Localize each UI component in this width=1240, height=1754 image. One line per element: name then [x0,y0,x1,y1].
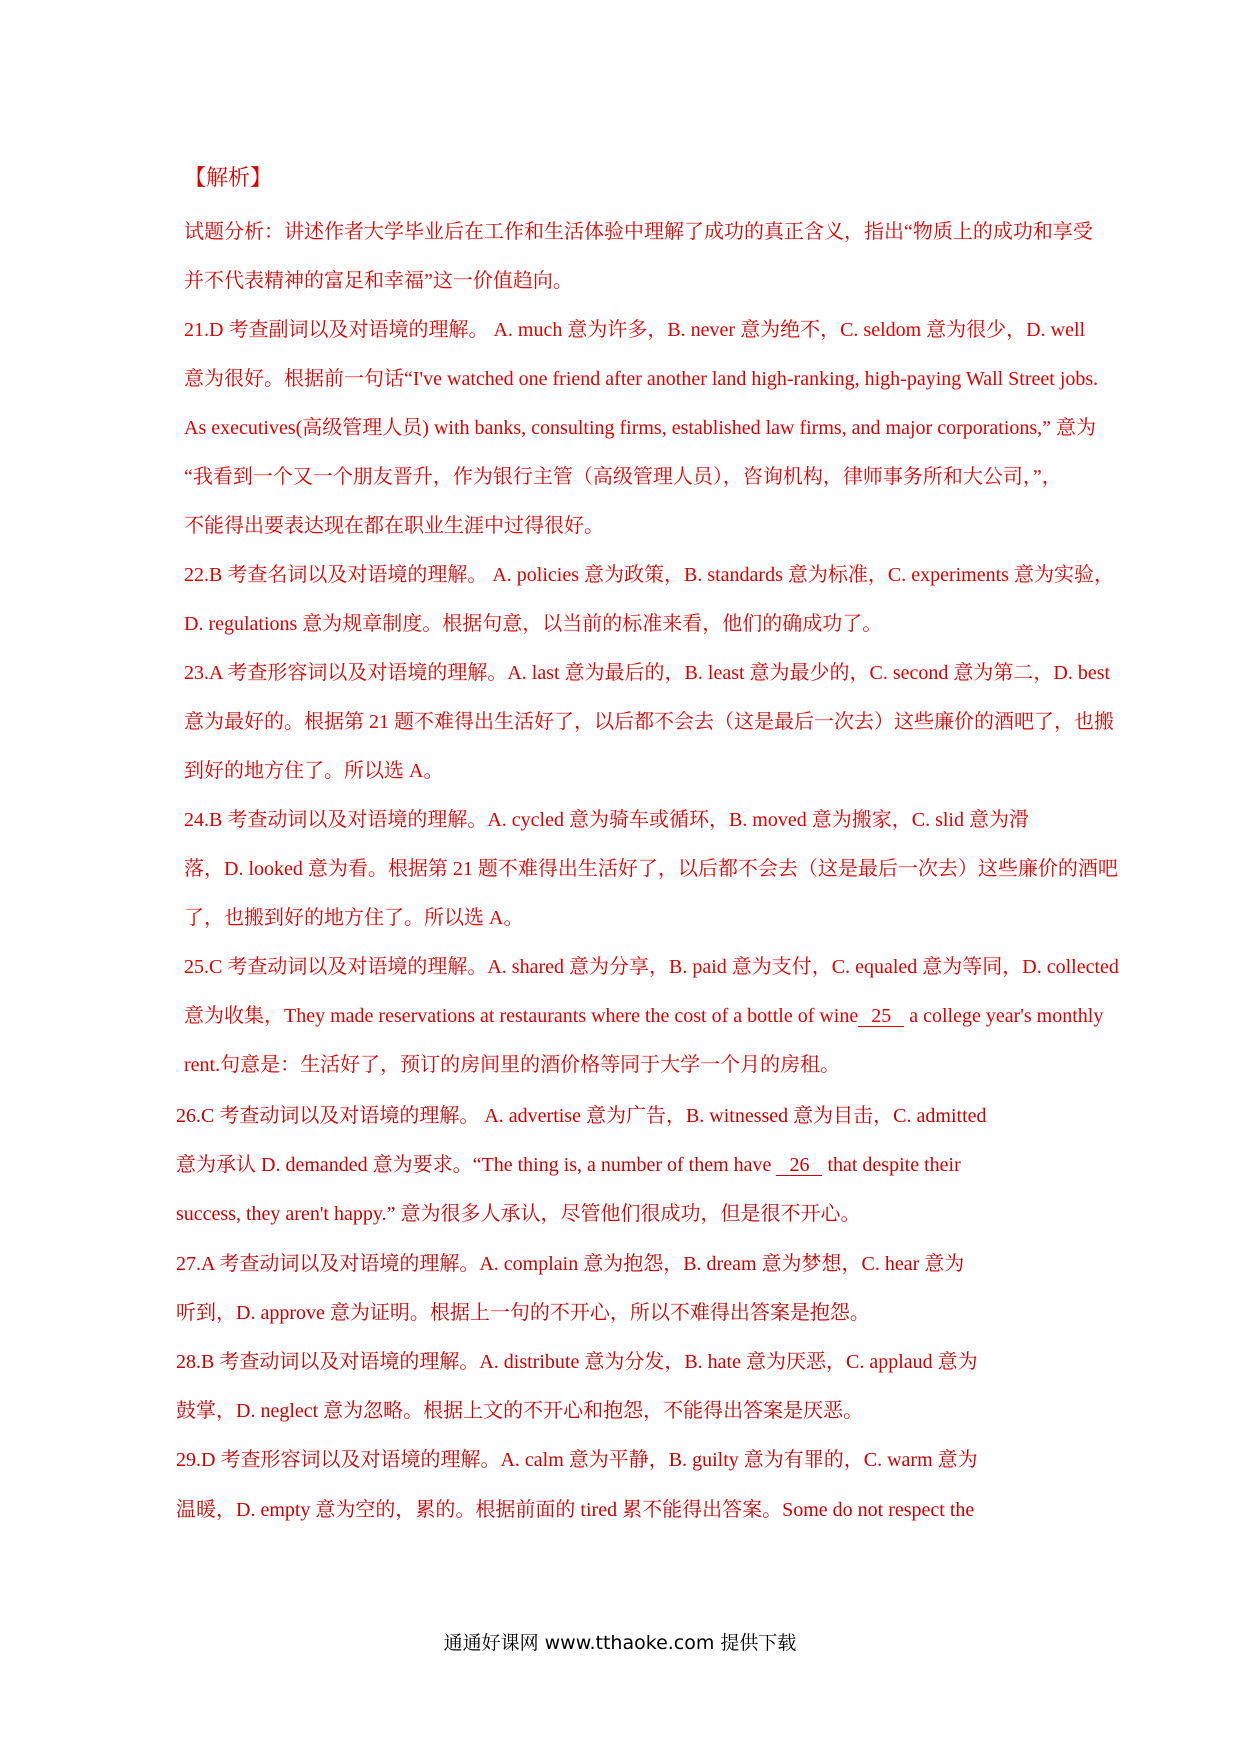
text-line: rent.句意是：生活好了，预订的房间里的酒价格等同于大学一个月的房租。 [184,1054,841,1076]
text-line: 落，D. looked 意为看。根据第 21 题不难得出生活好了，以后都不会去（这是最后一次去）这些廉价的酒吧 [184,858,1118,880]
text-line: D. regulations 意为规章制度。根据句意，以当前的标准来看，他们的确成功了。 [184,613,883,635]
text-line: 不能得出要表达现在都在职业生涯中过得很好。 [184,515,604,537]
answer-25 [184,943,1184,1090]
text-line [184,992,1184,1041]
answer-section-continued [176,1092,1096,1535]
analysis-paragraph [184,208,1184,306]
text-line [176,1141,1096,1190]
text-line: 温暖，D. empty 意为空的，累的。根据前面的 tired 累不能得出答案。Some do not respect the [176,1498,975,1521]
answer-26 [176,1092,1096,1240]
text-fragment: 意为收集，They made reservations at restaurants where the cost of a bottle of wine [184,1005,859,1027]
text-line: success, they aren't happy.” 意为很多人承认，尽管他们很成功，但是很不开心。 [176,1203,861,1226]
text-line: “我看到一个又一个朋友晋升，作为银行主管（高级管理人员），咨询机构，律师事务所和大公司，”， [184,466,1062,488]
text-line: 27.A 考查动词以及对语境的理解。A. complain 意为抱怨，B. dream 意为梦想，C. hear 意为 [176,1252,965,1275]
text-fragment: a college year's monthly [904,1005,1104,1027]
answer-29 [176,1436,1096,1534]
text-line: 24.B 考查动词以及对语境的理解。A. cycled 意为骑车或循环，B. moved 意为搬家，C. slid 意为滑 [184,809,1029,831]
text-line: 22.B 考查名词以及对语境的理解。 A. policies 意为政策，B. standards 意为标准，C. experiments 意为实验， [184,564,1114,586]
analysis-section [184,160,1184,1090]
text-line: 并不代表精神的富足和幸福”这一价值趋向。 [184,270,573,292]
text-line: 听到，D. approve 意为证明。根据上一句的不开心，所以不难得出答案是抱怨。 [176,1301,870,1324]
page-footer: 通通好课网 www.tthaoke.com 提供下载 [443,1632,797,1654]
text-line: 28.B 考查动词以及对语境的理解。A. distribute 意为分发，B. hate 意为厌恶，C. applaud 意为 [176,1351,978,1374]
text-fragment: 意为承认 D. demanded 意为要求。“The thing is, a number of them have [176,1154,777,1177]
answer-blank: 26 [776,1155,822,1176]
text-line: 29.D 考查形容词以及对语境的理解。A. calm 意为平静，B. guilty 意为有罪的，C. warm 意为 [176,1449,978,1472]
answer-blank: 25 [858,1006,904,1027]
answer-23 [184,649,1184,796]
answer-24 [184,796,1184,943]
answer-21 [184,306,1184,551]
text-line: 意为最好的。根据第 21 题不难得出生活好了，以后都不会去（这是最后一次去）这些廉价的酒吧了，也搬 [184,711,1114,733]
section-heading: 【解析】 [184,165,273,190]
text-line: 到好的地方住了。所以选 A。 [184,760,444,782]
text-line: 21.D 考查副词以及对语境的理解。 A. much 意为许多，B. never 意为绝不，C. seldom 意为很少，D. well [184,319,1086,341]
text-line: As executives(高级管理人员) with banks, consulting firms, established law firms, and major corporations,” 意为 [184,417,1097,439]
text-line: 鼓掌，D. neglect 意为忽略。根据上文的不开心和抱怨，不能得出答案是厌恶。 [176,1400,864,1423]
text-line: 26.C 考查动词以及对语境的理解。 A. advertise 意为广告，B. witnessed 意为目击，C. admitted [176,1105,987,1127]
text-line: 了，也搬到好的地方住了。所以选 A。 [184,907,524,929]
text-fragment: that despite their [822,1154,961,1177]
answer-27 [176,1240,1096,1338]
text-line: 试题分析：讲述作者大学毕业后在工作和生活体验中理解了成功的真正含义，指出“物质上的成功和享受 [184,221,1093,243]
answer-28 [176,1338,1096,1436]
answer-22 [184,551,1184,649]
text-line: 25.C 考查动词以及对语境的理解。A. shared 意为分享，B. paid 意为支付，C. equaled 意为等同，D. collected [184,956,1119,978]
text-line: 意为很好。根据前一句话“I've watched one friend after another land high-ranking, high-paying Wall Street jobs. [184,368,1099,390]
text-line: 23.A 考查形容词以及对语境的理解。A. last 意为最后的，B. least 意为最少的，C. second 意为第二，D. best [184,662,1111,684]
